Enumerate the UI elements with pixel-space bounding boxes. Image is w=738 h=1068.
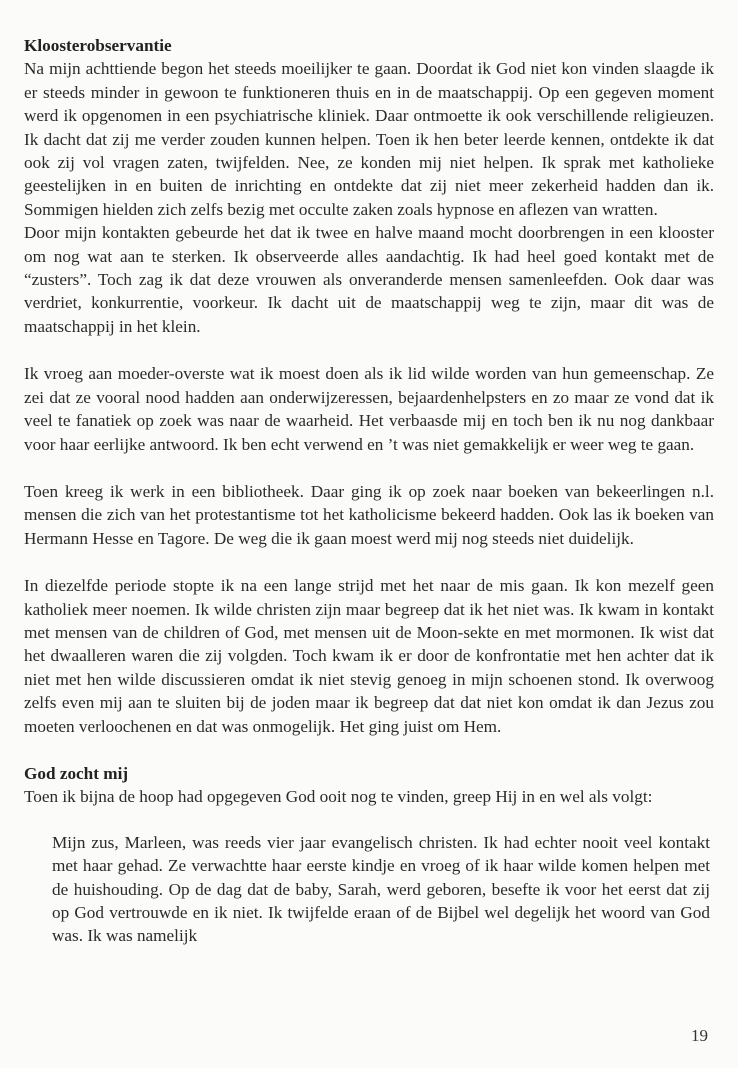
section-intro: Toen ik bijna de hoop had opgegeven God ooit nog te vinden, greep Hij in en wel als volgt: [24,787,653,807]
section-heading-god-zocht-mij: God zocht mij [24,763,129,783]
page-body [24,34,714,948]
paragraph-spacer [24,809,714,831]
paragraph-2: Door mijn kontakten gebeurde het dat ik twee en halve maand mocht doorbrengen in een klooster om nog wat aan te sterken. Ik observeerde alles aandachtig. Ik had heel goed kontakt met de “zusters”. Toch zag ik dat deze vrouwen als onveranderde mensen samenleefden. Ook daar was verdriet, konkurrentie, voorkeur. Ik dacht uit de maatschappij weg te zijn, maar dit was de maatschappij in het klein. [24,223,714,336]
paragraph-spacer [24,338,714,362]
paragraph-4: Toen kreeg ik werk in een bibliotheek. Daar ging ik op zoek naar boeken van bekeerlingen n.l. mensen die zich van het protestantisme tot het katholicisme bekeerd hadden. Ook las ik boeken van Hermann Hesse en Tagore. De weg die ik gaan moest werd mij nog steeds niet duidelijk. [24,481,714,548]
paragraph-spacer [24,738,714,762]
section-heading-kloosterobservantie: Kloosterobservantie [24,36,172,55]
paragraph-5: In diezelfde periode stopte ik na een lange strijd met het naar de mis gaan. Ik kon mezelf geen katholiek meer noemen. Ik wilde christen zijn maar begreep dat ik het niet was. Ik kwam in kontakt met mensen van de children of God, met mensen uit de Moon-sekte en met mormonen. Ik wist dat het dwaalleren waren die zij volgden. Toch kwam ik er door de konfrontatie met hen achter dat ik niet met hen wilde discussieren omdat ik niet stevig genoeg in mijn schoenen stond. Ik overwoog zelfs even mij aan te sluiten bij de joden maar ik begreep dat dat niet kon omdat ik dan Jezus zou moeten verloochenen en dat was onmogelijk. Het ging juist om Hem. [24,576,714,736]
paragraph-spacer [24,456,714,480]
paragraph-1: Na mijn achttiende begon het steeds moeilijker te gaan. Doordat ik God niet kon vinden slaagde ik er steeds minder in gewoon te funktioneren thuis en in de maatschappij. Op een gegeven moment werd ik opgenomen in een psychiatrische kliniek. Daar ontmoette ik ook verschillende religieuzen. Ik dacht dat zij me verder zouden kunnen helpen. Toen ik hen beter leerde kennen, ontdekte ik dat ook zij vol vragen zaten, twijfelden. Nee, ze konden mij niet helpen. Ik sprak met katholieke geestelijken in en buiten de inrichting en ontdekte dat zij niet meer zekerheid hadden dan ik. Sommigen hielden zich zelfs bezig met occulte zaken zoals hypnose en aflezen van wratten. [24,59,714,219]
paragraph-spacer [24,550,714,574]
paragraph-3: Ik vroeg aan moeder-overste wat ik moest doen als ik lid wilde worden van hun gemeenschap. Ze zei dat ze vooral nood hadden aan onderwijzeressen, bejaardenhelpsters en zo maar ze vond dat ik veel te fanatiek op zoek was naar de waarheid. Het verbaasde mij en toch ben ik nu nog dankbaar voor haar eerlijke antwoord. Ik ben echt verwend en ’t was niet gemakkelijk er weer weg te gaan. [24,364,714,454]
page-number: 19 [691,1026,708,1045]
indented-quote: Mijn zus, Marleen, was reeds vier jaar evangelisch christen. Ik had echter nooit veel kontakt met haar gehad. Ze verwachtte haar eerste kindje en vroeg of ik haar wilde komen helpen met de huishouding. Op de dag dat de baby, Sarah, werd geboren, besefte ik voor het eerst dat zij op God vertrouwde en ik niet. Ik twijfelde eraan of de Bijbel wel degelijk het woord van God was. Ik was namelijk [52,832,710,946]
